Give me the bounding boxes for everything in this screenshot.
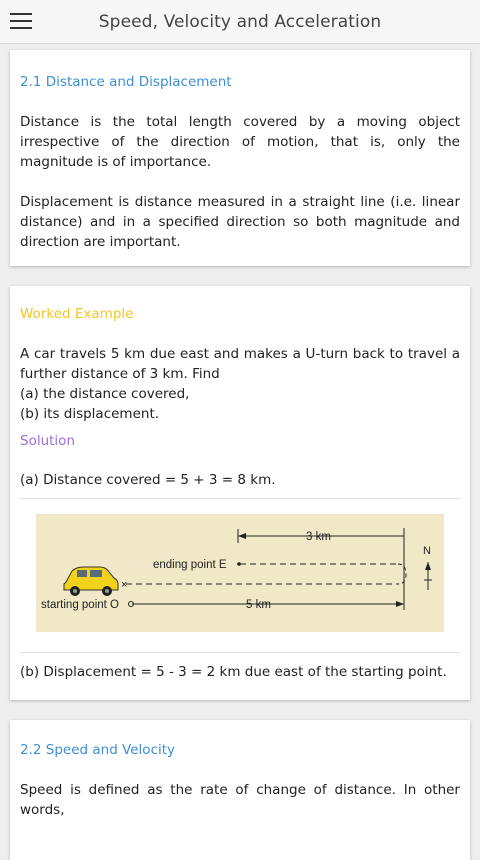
label-ending-point: ending point E — [153, 559, 227, 571]
divider — [20, 652, 460, 653]
paragraph-distance: Distance is the total length covered by a moving object irrespective of the direction of motion, that is, only the magnitude is of importance. — [20, 114, 460, 170]
card-worked-example — [10, 286, 470, 700]
diagram-svg — [36, 514, 444, 632]
divider — [20, 498, 460, 499]
label-north: N — [423, 545, 431, 557]
x-mark: × — [121, 579, 128, 591]
worked-example-heading: Worked Example — [20, 306, 134, 322]
label-5km: 5 km — [246, 599, 271, 611]
problem-part-a: (a) the distance covered, — [20, 386, 190, 402]
paragraph-displacement: Displacement is distance measured in a straight line (i.e. linear distance) and in a specified direction so both magnitude and direction are important. — [20, 194, 460, 250]
label-3km: 3 km — [306, 531, 331, 543]
card-distance-displacement — [10, 50, 470, 266]
label-starting-point: starting point O — [41, 599, 119, 611]
answer-a: (a) Distance covered = 5 + 3 = 8 km. — [20, 472, 276, 488]
app-title: Speed, Velocity and Acceleration — [98, 12, 382, 32]
u-turn-path — [398, 564, 406, 584]
section-title: 2.1 Distance and Displacement — [20, 74, 232, 90]
solution-heading: Solution — [20, 433, 75, 449]
car-icon — [64, 567, 118, 596]
card-speed-velocity — [10, 720, 470, 860]
problem-part-b: (b) its displacement. — [20, 406, 160, 422]
displacement-diagram — [36, 514, 444, 632]
app-bar — [0, 0, 480, 44]
section-title: 2.2 Speed and Velocity — [20, 742, 176, 758]
ending-point-dot — [237, 562, 241, 566]
north-arrow-icon — [424, 562, 432, 590]
answer-b: (b) Displacement = 5 - 3 = 2 km due east of the starting point. — [20, 664, 447, 680]
problem-statement: A car travels 5 km due east and makes a U-turn back to travel a further distance of 3 km. Find — [20, 346, 460, 382]
paragraph-speed: Speed is defined as the rate of change of distance. In other words, — [20, 782, 460, 818]
